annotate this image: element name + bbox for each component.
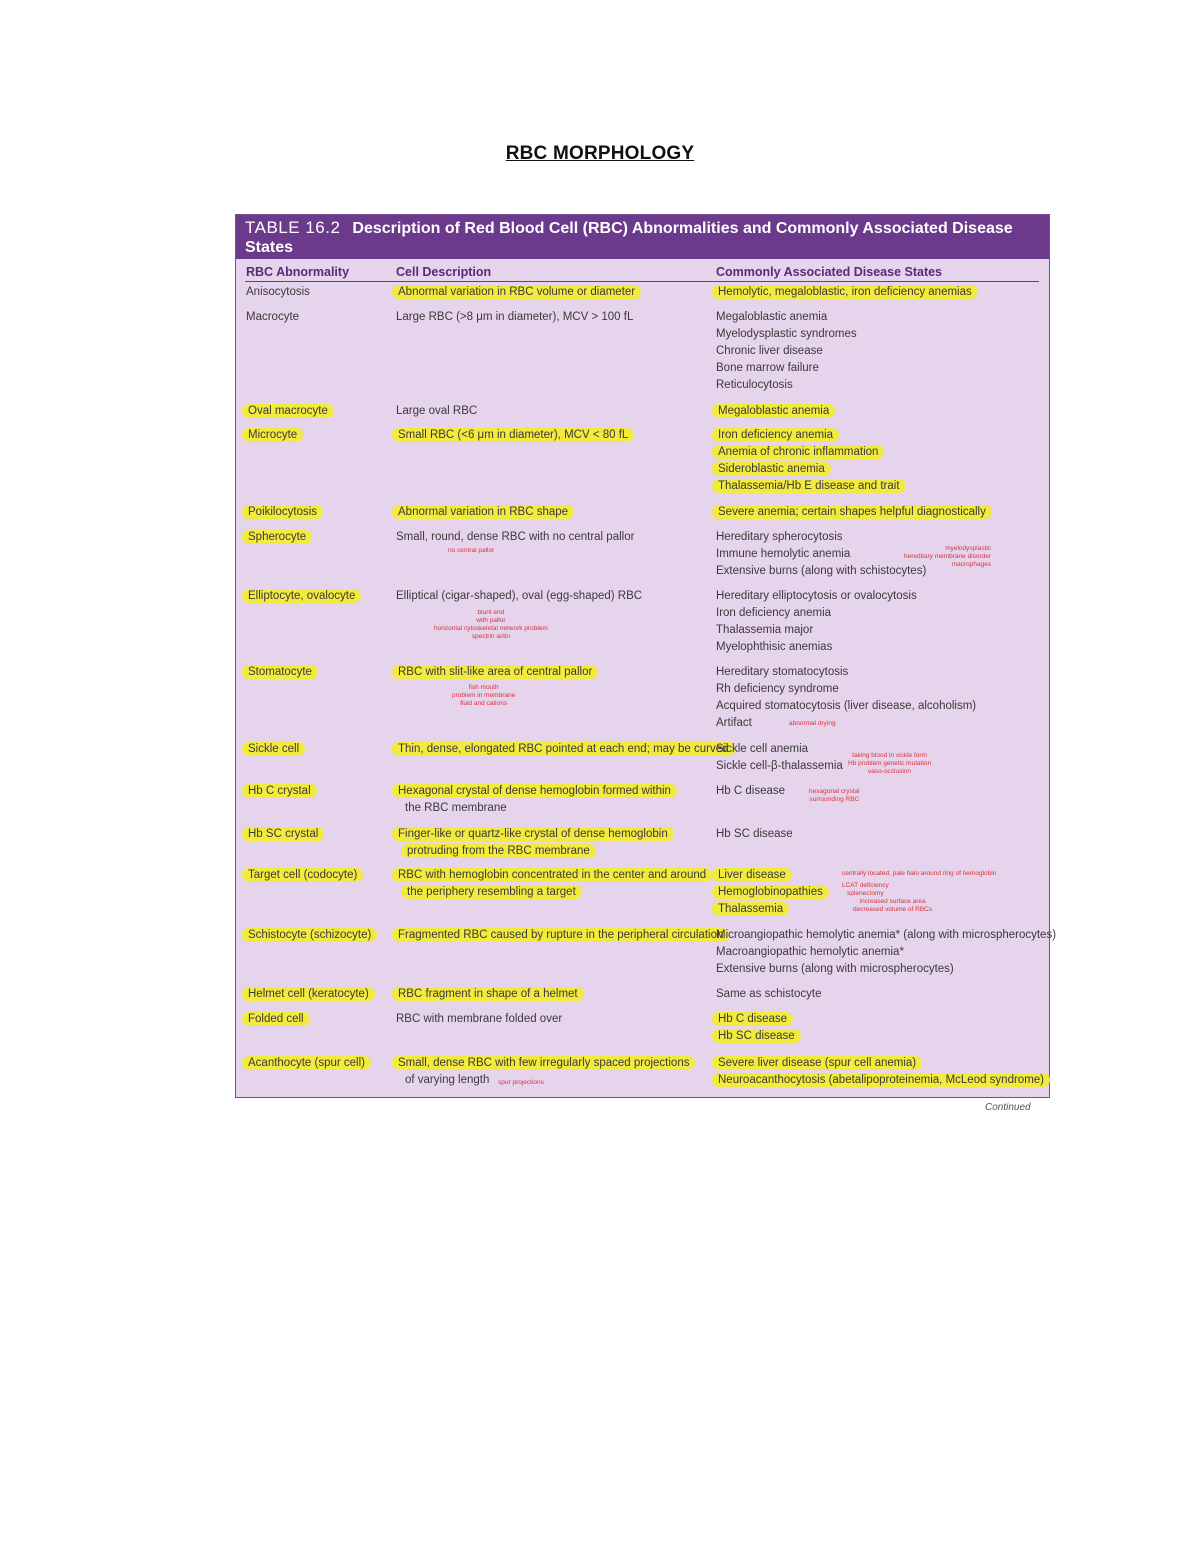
handwritten-note: myelodysplastic hereditary membrane disorder macrophages	[904, 545, 992, 568]
handwritten-note: increased surface area decreased volume of RBCs	[853, 898, 933, 913]
abnormality-name: Anisocytosis	[246, 286, 310, 298]
cell-description: RBC with membrane folded over	[396, 1013, 563, 1025]
abnormality-name: Folded cell	[242, 1012, 310, 1026]
header-divider	[245, 281, 1039, 282]
disease-state: Immune hemolytic anemia	[716, 548, 851, 560]
disease-state: Thalassemia/Hb E disease and trait	[712, 479, 906, 493]
abnormality-name: Spherocyte	[242, 530, 312, 544]
disease-state: Extensive burns (along with microspherocytes)	[716, 963, 954, 975]
disease-state: Artifact	[716, 717, 752, 729]
handwritten-note: spur projections	[498, 1079, 544, 1086]
abnormality-name: Hb C crystal	[242, 784, 317, 798]
cell-description: the RBC membrane	[405, 802, 507, 814]
abnormality-name: Poikilocytosis	[242, 505, 323, 519]
disease-state: Same as schistocyte	[716, 988, 822, 1000]
cell-description: Small, round, dense RBC with no central pallor	[396, 531, 635, 543]
cell-description: the periphery resembling a target	[401, 885, 582, 899]
table-header	[236, 215, 1049, 259]
disease-state: Anemia of chronic inflammation	[712, 445, 884, 459]
cell-description: Elliptical (cigar-shaped), oval (egg-shaped) RBC	[396, 590, 643, 602]
disease-state: Sideroblastic anemia	[712, 462, 831, 476]
abnormality-name: Hb SC crystal	[242, 827, 324, 841]
cell-description: Finger-like or quartz-like crystal of dense hemoglobin	[392, 827, 674, 841]
handwritten-note: taking blood in sickle form Hb problem genetic mutation vaso-occlusion	[848, 752, 932, 775]
disease-state: Thalassemia	[712, 902, 789, 916]
cell-description: Small, dense RBC with few irregularly spaced projections	[392, 1056, 695, 1070]
disease-state: Severe anemia; certain shapes helpful diagnostically	[712, 505, 992, 519]
disease-state: Sickle cell anemia	[716, 743, 809, 755]
disease-state: Rh deficiency syndrome	[716, 683, 839, 695]
cell-description: Abnormal variation in RBC shape	[392, 505, 574, 519]
cell-description: RBC with hemoglobin concentrated in the center and around	[392, 868, 712, 882]
disease-state: Hereditary spherocytosis	[716, 531, 843, 543]
disease-state: Iron deficiency anemia	[712, 428, 839, 442]
disease-state: Hemolytic, megaloblastic, iron deficiency anemias	[712, 285, 978, 299]
disease-state: Acquired stomatocytosis (liver disease, alcoholism)	[716, 700, 977, 712]
handwritten-note: LCAT deficiency splenectomy	[842, 882, 889, 897]
abnormality-name: Sickle cell	[242, 742, 305, 756]
table-title: Description of Red Blood Cell (RBC) Abnormalities and Commonly Associated Disease States	[245, 220, 1013, 256]
cell-description: Large oval RBC	[396, 405, 478, 417]
cell-description: RBC fragment in shape of a helmet	[392, 987, 584, 1001]
abnormality-name: Stomatocyte	[242, 665, 318, 679]
disease-state: Hereditary stomatocytosis	[716, 666, 849, 678]
disease-state: Hb C disease	[712, 1012, 793, 1026]
disease-state: Bone marrow failure	[716, 362, 819, 374]
abnormality-name: Microcyte	[242, 428, 303, 442]
table-number: TABLE 16.2	[245, 218, 341, 237]
disease-state: Myelodysplastic syndromes	[716, 328, 857, 340]
handwritten-note: hexagonal crystal surrounding RBC	[809, 788, 860, 803]
cell-description: Abnormal variation in RBC volume or diameter	[392, 285, 641, 299]
abnormality-name: Acanthocyte (spur cell)	[242, 1056, 371, 1070]
disease-state: Sickle cell-β-thalassemia	[716, 760, 843, 772]
column-header-abnormality: RBC Abnormality	[246, 265, 350, 279]
disease-state: Myelophthisic anemias	[716, 641, 833, 653]
rbc-table	[235, 214, 1057, 1098]
disease-state: Megaloblastic anemia	[716, 311, 828, 323]
cell-description: Fragmented RBC caused by rupture in the peripheral circulation	[392, 928, 729, 942]
disease-state: Macroangiopathic hemolytic anemia*	[716, 946, 904, 958]
disease-state: Neuroacanthocytosis (abetalipoproteinemia, McLeod syndrome)	[712, 1073, 1050, 1087]
disease-state: Thalassemia major	[716, 624, 814, 636]
handwritten-note: blunt end with pallor horizontal cytoskeletal network problem spectrin actin	[434, 609, 548, 640]
handwritten-note: abnormal drying	[789, 720, 836, 727]
disease-state: Hereditary elliptocytosis or ovalocytosis	[716, 590, 917, 602]
column-header-disease: Commonly Associated Disease States	[716, 265, 943, 279]
disease-state: Liver disease	[712, 868, 792, 882]
cell-description: Small RBC (<6 μm in diameter), MCV < 80 fL	[392, 428, 634, 442]
cell-description: of varying length	[405, 1074, 490, 1086]
handwritten-note: fish mouth problem in membrane fluid and cations	[452, 684, 516, 707]
abnormality-name: Macrocyte	[246, 311, 300, 323]
cell-description: Large RBC (>8 μm in diameter), MCV > 100 fL	[396, 311, 634, 323]
abnormality-name: Oval macrocyte	[242, 404, 334, 418]
abnormality-name: Target cell (codocyte)	[242, 868, 363, 882]
abnormality-name: Elliptocyte, ovalocyte	[242, 589, 361, 603]
handwritten-note: no central pallor	[448, 547, 495, 554]
disease-state: Reticulocytosis	[716, 379, 793, 391]
page-title: RBC MORPHOLOGY	[505, 143, 695, 164]
continued-label: Continued	[985, 1102, 1031, 1113]
handwritten-note: centrally located, pale halo around ring of hemoglobin	[842, 870, 997, 877]
disease-state: Megaloblastic anemia	[712, 404, 835, 418]
disease-state: Severe liver disease (spur cell anemia)	[712, 1056, 922, 1070]
cell-description: Thin, dense, elongated RBC pointed at each end; may be curved	[392, 742, 735, 756]
disease-state: Extensive burns (along with schistocytes)	[716, 565, 927, 577]
disease-state: Hb SC disease	[712, 1029, 801, 1043]
abnormality-name: Helmet cell (keratocyte)	[242, 987, 375, 1001]
column-header-description: Cell Description	[396, 265, 492, 279]
cell-description: protruding from the RBC membrane	[401, 844, 596, 858]
disease-state: Iron deficiency anemia	[716, 607, 832, 619]
cell-description: RBC with slit-like area of central pallor	[392, 665, 598, 679]
cell-description: Hexagonal crystal of dense hemoglobin formed within	[392, 784, 677, 798]
disease-state: Hb SC disease	[716, 828, 793, 840]
disease-state: Microangiopathic hemolytic anemia* (along with microspherocytes)	[716, 929, 1057, 941]
disease-state: Chronic liver disease	[716, 345, 823, 357]
disease-state: Hb C disease	[716, 785, 786, 797]
disease-state: Hemoglobinopathies	[712, 885, 829, 899]
abnormality-name: Schistocyte (schizocyte)	[242, 928, 377, 942]
